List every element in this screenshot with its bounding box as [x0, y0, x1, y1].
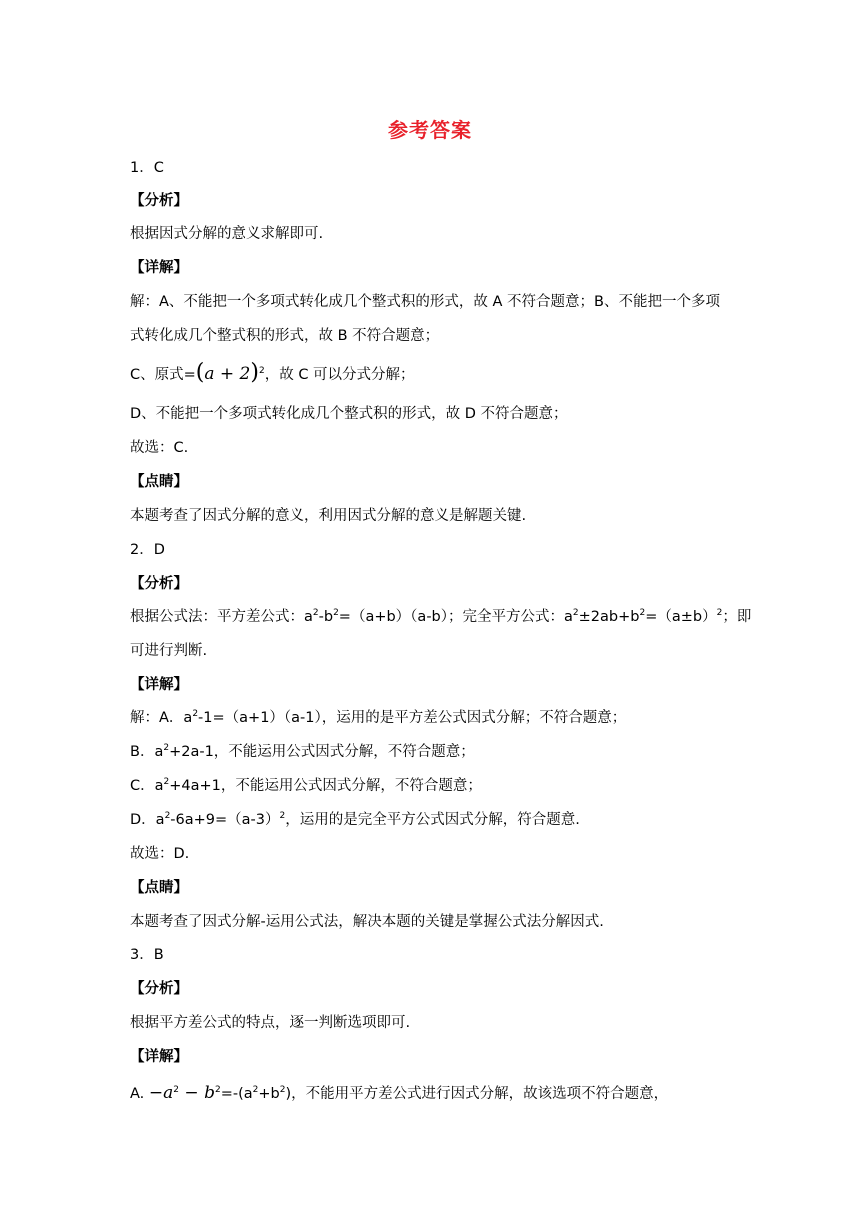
q2-detail-header: 【详解】 [130, 677, 188, 693]
q3-a-mid: =-(a [220, 1086, 253, 1102]
q3-analysis: 根据平方差公式的特点，逐一判断选项即可. [130, 1015, 411, 1031]
q3-analysis-header: 【分析】 [130, 981, 188, 997]
q1-analysis-header: 【分析】 [130, 193, 188, 209]
q2-analysis-part-b: -b [318, 609, 334, 625]
q2-analysis-part-c: =（a+b）（a-b）；完全平方公式：a [338, 609, 573, 625]
q2-b-post: +2a-1，不能运用公式因式分解，不符合题意； [169, 744, 475, 760]
q2-analysis-part-d: ±2ab+b [578, 609, 640, 625]
q2-analysis-sup5: 2 [716, 608, 723, 619]
q2-c-pre: C．a [130, 778, 164, 794]
q3-a-math2: − b [179, 1083, 215, 1103]
q2-d-pre: D．a [130, 812, 165, 828]
q1-solve-line1: 解：A、不能把一个多项式转化成几个整式积的形式，故 A 不符合题意；B、不能把一个多项 [130, 294, 721, 310]
q1-solve-line2: 式转化成几个整式积的形式，故 B 不符合题意； [130, 328, 440, 344]
q2-analysis-sup2: 2 [333, 608, 339, 619]
q2-answer: 2．D [130, 542, 165, 558]
q2-a-post: -1=（a+1）（a-1），运用的是平方差公式因式分解；不符合题意； [198, 710, 627, 726]
q2-choose: 故选：D. [130, 846, 190, 862]
page-title: 参考答案 [388, 118, 472, 142]
q3-a-math-sup1: 2 [173, 1085, 180, 1096]
q2-analysis-line2: 可进行判断. [130, 643, 208, 659]
q1-choose: 故选：C. [130, 440, 189, 456]
q2-analysis-header: 【分析】 [130, 576, 188, 592]
q2-a-sup: 2 [192, 709, 199, 720]
q2-b-pre: B．a [130, 744, 164, 760]
q2-c-sup: 2 [163, 777, 170, 788]
q1-c-rparen: ) [250, 360, 259, 385]
q1-c-exponent: 2 [258, 366, 265, 377]
q1-comment: 本题考查了因式分解的意义，利用因式分解的意义是解题关键. [130, 508, 527, 524]
q2-a-pre: 解：A．a [130, 710, 193, 726]
q1-option-d: D、不能把一个多项式转化成几个整式积的形式，故 D 不符合题意； [130, 406, 568, 422]
q2-analysis-sup3: 2 [572, 608, 579, 619]
q3-a-label: A. [130, 1086, 145, 1102]
q1-c-suffix: ，故 C 可以分式分解； [264, 367, 415, 383]
q2-analysis-line1 [130, 607, 751, 627]
q2-option-c [130, 776, 482, 796]
q2-analysis-sup4: 2 [639, 608, 646, 619]
q2-option-b [130, 742, 475, 762]
q3-option-a [130, 1083, 668, 1104]
q2-analysis-part-a: 根据公式法：平方差公式：a [130, 609, 313, 625]
q1-c-lparen: ( [195, 360, 205, 385]
q1-comment-header: 【点睛】 [130, 474, 188, 490]
q3-a-mid2: +b [258, 1086, 280, 1102]
q2-d-sup2: 2 [279, 811, 286, 822]
q1-answer: 1．C [130, 160, 164, 176]
q2-analysis-part-f: ；即 [722, 609, 752, 625]
q1-c-prefix: C、原式= [130, 367, 196, 383]
q3-a-math1: −a [148, 1083, 174, 1103]
q2-comment: 本题考查了因式分解-运用公式法，解决本题的关键是掌握公式法分解因式. [130, 914, 604, 930]
q2-option-a [130, 708, 626, 728]
q2-d-mid: -6a+9=（a-3） [170, 812, 280, 828]
q2-d-post: ，运用的是完全平方公式因式分解，符合题意. [285, 812, 580, 828]
q2-b-sup: 2 [163, 743, 170, 754]
q2-analysis-part-e: =（a±b） [645, 609, 717, 625]
q3-a-math-sup2: 2 [214, 1085, 221, 1096]
q3-a-post: )，不能用平方差公式进行因式分解，故该选项不符合题意， [285, 1086, 669, 1102]
q2-option-d [130, 810, 580, 830]
q1-option-c [130, 360, 415, 385]
q1-detail-header: 【详解】 [130, 260, 188, 276]
q3-detail-header: 【详解】 [130, 1049, 188, 1065]
q2-analysis-sup1: 2 [312, 608, 319, 619]
q1-analysis: 根据因式分解的意义求解即可. [130, 226, 324, 242]
q2-d-sup: 2 [164, 811, 171, 822]
q2-c-post: +4a+1，不能运用公式因式分解，不符合题意； [169, 778, 482, 794]
q1-c-expr: a + 2 [204, 364, 251, 384]
q3-a-sup4: 2 [279, 1085, 286, 1096]
q3-answer: 3．B [130, 947, 164, 963]
q3-a-sup3: 2 [252, 1085, 259, 1096]
q2-comment-header: 【点睛】 [130, 880, 188, 896]
